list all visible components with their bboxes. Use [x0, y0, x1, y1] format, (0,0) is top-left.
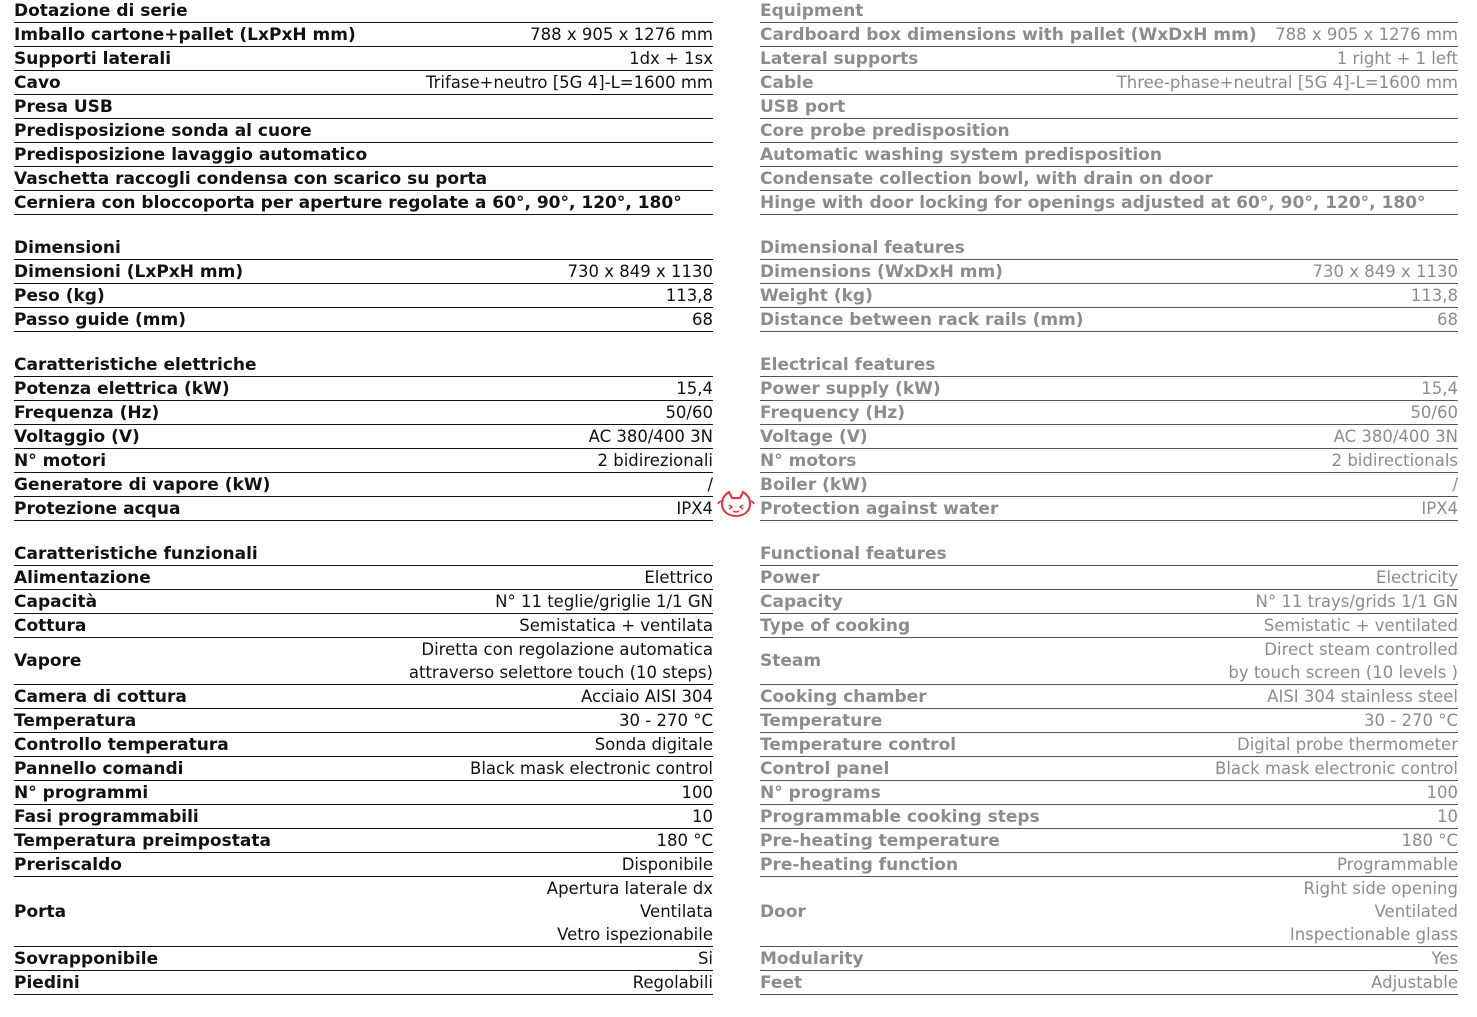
spec-value-line: Vetro ispezionabile [557, 925, 713, 944]
spec-row [14, 685, 713, 709]
spec-label: Vaschetta raccogli condensa con scarico su porta [14, 168, 488, 189]
spec-row [760, 425, 1458, 449]
spec-value [656, 829, 713, 852]
spec-value [1453, 95, 1458, 118]
spec-value [633, 971, 713, 994]
spec-value [1437, 805, 1458, 828]
spec-value [1371, 971, 1458, 994]
spec-label: Voltaggio (V) [14, 426, 140, 447]
spec-value [1453, 143, 1458, 166]
spec-value-line: Diretta con regolazione automatica [421, 640, 713, 659]
spec-label: Lateral supports [760, 48, 919, 69]
spec-label: Protezione acqua [14, 498, 181, 519]
spec-label: Porta [14, 901, 67, 922]
spec-value-line: Trifase+neutro [5G 4]-L=1600 mm [425, 73, 713, 92]
spec-value-line: Electricity [1376, 568, 1458, 587]
spec-row [14, 260, 713, 284]
spec-value-line: / [1452, 475, 1458, 494]
spec-row [760, 143, 1458, 167]
spec-value-line: IPX4 [1421, 499, 1458, 518]
spec-row [760, 971, 1458, 995]
spec-row [14, 119, 713, 143]
spec-value-line: 100 [681, 783, 713, 802]
spec-value [692, 308, 713, 331]
spec-value [595, 733, 713, 756]
spec-value-line: AC 380/400 3N [588, 427, 713, 446]
spec-value [1337, 853, 1458, 876]
spec-label: Frequency (Hz) [760, 402, 906, 423]
spec-row [760, 853, 1458, 877]
spec-value-line: 15,4 [1421, 379, 1458, 398]
spec-value [1337, 47, 1458, 70]
spec-value [708, 119, 713, 142]
spec-value-line: Ventilated [1374, 902, 1458, 921]
spec-row [760, 947, 1458, 971]
spec-label: Cardboard box dimensions with pallet (WxDxH mm) [760, 24, 1257, 45]
english-section-dimensional-features [760, 237, 1458, 332]
spec-row [760, 473, 1458, 497]
spec-value [519, 614, 713, 637]
spec-row [14, 614, 713, 638]
spec-value-line: Black mask electronic control [470, 759, 713, 778]
spec-value [1267, 685, 1458, 708]
spec-label: Pre-heating temperature [760, 830, 1000, 851]
spec-value-line: Semistatic + ventilated [1263, 616, 1458, 635]
spec-label: Cerniera con bloccoporta per aperture regolate a 60°, 90°, 120°, 180° [14, 192, 682, 213]
spec-value [682, 781, 714, 804]
spec-value-line: Black mask electronic control [1215, 759, 1458, 778]
spec-row [760, 709, 1458, 733]
spec-value [1410, 401, 1458, 424]
spec-label: Programmable cooking steps [760, 806, 1040, 827]
spec-row [760, 685, 1458, 709]
spec-row [14, 284, 713, 308]
spec-value-line: AISI 304 stainless steel [1267, 687, 1458, 706]
spec-label: Weight (kg) [760, 285, 873, 306]
spec-value-line: Programmable [1336, 855, 1458, 874]
spec-value [568, 260, 714, 283]
spec-row [760, 260, 1458, 284]
spec-label: Presa USB [14, 96, 113, 117]
spec-row [760, 497, 1458, 521]
spec-value [597, 449, 713, 472]
spec-label: Capacità [14, 591, 98, 612]
spec-row [14, 401, 713, 425]
spec-row [760, 119, 1458, 143]
spec-label: Controllo temperatura [14, 734, 229, 755]
spec-value-line: 113,8 [665, 286, 713, 305]
spec-label: Protection against water [760, 498, 999, 519]
spec-value [547, 877, 713, 946]
spec-value [530, 23, 713, 46]
spec-value [1453, 119, 1458, 142]
english-section-equipment [760, 0, 1458, 215]
spec-label: Sovrapponibile [14, 948, 159, 969]
spec-value [1421, 497, 1458, 520]
english-section-electrical-features [760, 354, 1458, 521]
spec-row [14, 566, 713, 590]
spec-label: Condensate collection bowl, with drain on door [760, 168, 1213, 189]
italian-section-dotazione-di-serie [14, 0, 713, 215]
spec-value-line: 10 [692, 807, 713, 826]
spec-value-line: 730 x 849 x 1130 [1312, 262, 1458, 281]
spec-label: N° programs [760, 782, 881, 803]
spec-label: Type of cooking [760, 615, 911, 636]
spec-row [14, 781, 713, 805]
spec-value-line: 180 °C [656, 831, 713, 850]
spec-label: Pre-heating function [760, 854, 959, 875]
spec-row [760, 191, 1458, 215]
spec-row [14, 191, 713, 215]
spec-value [1364, 709, 1458, 732]
spec-label: Camera di cottura [14, 686, 187, 707]
spec-value-line: Ventilata [640, 902, 713, 921]
spec-value-line: Apertura laterale dx [546, 879, 713, 898]
spec-row [14, 95, 713, 119]
spec-value [1437, 308, 1458, 331]
spec-row [760, 805, 1458, 829]
italian-section-caratteristiche-funzionali [14, 543, 713, 995]
spec-value-line: AC 380/400 3N [1333, 427, 1458, 446]
spec-label: Boiler (kW) [760, 474, 868, 495]
spec-label: Cottura [14, 615, 87, 636]
spec-value-line: 30 - 270 °C [619, 711, 713, 730]
spec-value [1453, 167, 1458, 190]
spec-row [14, 877, 713, 947]
spec-label: Generatore di vapore (kW) [14, 474, 271, 495]
spec-value-line: by touch screen (10 levels ) [1228, 663, 1458, 682]
section-title: Caratteristiche funzionali [14, 543, 713, 566]
spec-value-line: / [707, 475, 713, 494]
spec-value [1117, 71, 1458, 94]
spec-row [14, 47, 713, 71]
spec-row [760, 757, 1458, 781]
english-spec-column [760, 0, 1458, 1017]
spec-value-line: 15,4 [676, 379, 713, 398]
english-section-functional-features [760, 543, 1458, 995]
spec-label: Peso (kg) [14, 285, 105, 306]
spec-label: Pannello comandi [14, 758, 184, 779]
spec-label: Temperatura preimpostata [14, 830, 271, 851]
spec-row [760, 733, 1458, 757]
spec-value [1421, 377, 1458, 400]
spec-label: Cooking chamber [760, 686, 927, 707]
section-title: Equipment [760, 0, 1458, 23]
spec-row [760, 638, 1458, 685]
spec-row [760, 95, 1458, 119]
section-title: Dimensional features [760, 237, 1458, 260]
spec-row [14, 71, 713, 95]
spec-row [760, 566, 1458, 590]
spec-value-line: 2 bidirectionals [1331, 451, 1458, 470]
spec-value [1334, 425, 1458, 448]
section-title: Caratteristiche elettriche [14, 354, 713, 377]
spec-value-line: Si [697, 949, 713, 968]
spec-label: Feet [760, 972, 803, 993]
section-title: Functional features [760, 543, 1458, 566]
spec-value [1332, 449, 1458, 472]
section-title: Electrical features [760, 354, 1458, 377]
spec-label: Temperature [760, 710, 883, 731]
spec-row [760, 781, 1458, 805]
spec-value-line: Elettrico [644, 568, 713, 587]
spec-label: Automatic washing system predisposition [760, 144, 1162, 165]
spec-value-line: Acciaio AISI 304 [581, 687, 713, 706]
spec-row [14, 709, 713, 733]
spec-value [698, 947, 713, 970]
spec-label: Core probe predisposition [760, 120, 1010, 141]
spec-value [1275, 23, 1458, 46]
spec-row [14, 449, 713, 473]
spec-value [589, 425, 713, 448]
spec-row [14, 308, 713, 332]
spec-row [760, 449, 1458, 473]
spec-value [409, 638, 713, 684]
spec-row [14, 167, 713, 191]
spec-row [760, 877, 1458, 947]
spec-label: Dimensions (WxDxH mm) [760, 261, 1003, 282]
spec-row [760, 614, 1458, 638]
spec-value-line: IPX4 [676, 499, 713, 518]
spec-value [1401, 829, 1458, 852]
spec-value [1431, 947, 1458, 970]
spec-value-line: N° 11 trays/grids 1/1 GN [1255, 592, 1458, 611]
spec-label: Frequenza (Hz) [14, 402, 160, 423]
spec-row [14, 638, 713, 685]
spec-row [14, 473, 713, 497]
spec-row [14, 23, 713, 47]
section-title: Dotazione di serie [14, 0, 713, 23]
spec-label: Control panel [760, 758, 890, 779]
spec-value [1237, 733, 1458, 756]
spec-value-line: 180 °C [1401, 831, 1458, 850]
spec-label: Temperatura [14, 710, 137, 731]
spec-value [581, 685, 713, 708]
spec-value [665, 401, 713, 424]
spec-value-line: 50/60 [665, 403, 713, 422]
spec-value-line: 1dx + 1sx [629, 49, 713, 68]
spec-row [14, 805, 713, 829]
spec-value [676, 377, 713, 400]
spec-row [14, 971, 713, 995]
spec-value [1453, 191, 1458, 214]
spec-row [14, 590, 713, 614]
spec-label: N° programmi [14, 782, 149, 803]
spec-value [495, 590, 713, 613]
spec-label: Supporti laterali [14, 48, 172, 69]
spec-label: Steam [760, 651, 822, 671]
spec-value-line: 68 [692, 310, 713, 329]
spec-label: Temperature control [760, 734, 957, 755]
spec-value-line: Inspectionable glass [1289, 925, 1458, 944]
spec-value [666, 284, 713, 307]
spec-value [1313, 260, 1459, 283]
spec-value [708, 167, 713, 190]
spec-value [676, 497, 713, 520]
spec-value [1264, 614, 1458, 637]
spec-label: Door [760, 901, 806, 922]
spec-value-line: Semistatica + ventilata [519, 616, 713, 635]
spec-value-line: 1 right + 1 left [1336, 49, 1458, 68]
spec-label: Imballo cartone+pallet (LxPxH mm) [14, 24, 356, 45]
spec-label: Power supply (kW) [760, 378, 941, 399]
spec-value-line: 2 bidirezionali [597, 451, 713, 470]
spec-value [1228, 638, 1458, 684]
spec-value [644, 566, 713, 589]
spec-value-line: Digital probe thermometer [1237, 735, 1458, 754]
spec-row [14, 425, 713, 449]
spec-label: N° motori [14, 450, 107, 471]
spec-label: Capacity [760, 591, 843, 612]
spec-value [629, 47, 713, 70]
spec-label: Passo guide (mm) [14, 309, 186, 330]
spec-value [1376, 566, 1458, 589]
spec-value [692, 805, 713, 828]
spec-value [622, 853, 713, 876]
spec-value-line: Adjustable [1371, 973, 1458, 992]
spec-row [14, 947, 713, 971]
spec-value-line: 730 x 849 x 1130 [567, 262, 713, 281]
spec-value [1411, 284, 1458, 307]
spec-value-line: attraverso selettore touch (10 steps) [408, 663, 713, 682]
section-title: Dimensioni [14, 237, 713, 260]
spec-label: Predisposizione lavaggio automatico [14, 144, 368, 165]
spec-value-line: 30 - 270 °C [1364, 711, 1458, 730]
spec-value [1215, 757, 1458, 780]
spec-value-line: Regolabili [632, 973, 713, 992]
spec-value [708, 191, 713, 214]
spec-row [760, 308, 1458, 332]
spec-value [1290, 877, 1458, 946]
spec-label: Cable [760, 72, 814, 93]
italian-section-caratteristiche-elettriche [14, 354, 713, 521]
spec-label: Piedini [14, 972, 80, 993]
spec-value-line: 50/60 [1410, 403, 1458, 422]
spec-row [14, 733, 713, 757]
spec-value-line: 788 x 905 x 1276 mm [530, 25, 713, 44]
spec-row [760, 284, 1458, 308]
spec-value [708, 95, 713, 118]
spec-row [14, 377, 713, 401]
spec-row [14, 143, 713, 167]
spec-value-line: 113,8 [1410, 286, 1458, 305]
spec-value-line: 100 [1426, 783, 1458, 802]
spec-row [760, 71, 1458, 95]
spec-value-line: Yes [1431, 949, 1458, 968]
spec-label: Voltage (V) [760, 426, 868, 447]
spec-row [14, 497, 713, 521]
spec-label: USB port [760, 96, 846, 117]
spec-value [1427, 781, 1459, 804]
spec-row [760, 47, 1458, 71]
spec-value-line: Direct steam controlled [1264, 640, 1458, 659]
spec-label: Distance between rack rails (mm) [760, 309, 1084, 330]
spec-value-line: Disponibile [621, 855, 713, 874]
spec-label: Modularity [760, 948, 864, 969]
spec-row [760, 377, 1458, 401]
spec-row [14, 829, 713, 853]
spec-value-line: 788 x 905 x 1276 mm [1275, 25, 1458, 44]
italian-section-dimensioni [14, 237, 713, 332]
spec-label: Vapore [14, 651, 82, 671]
spec-value-line: Sonda digitale [594, 735, 713, 754]
spec-value [1452, 473, 1458, 496]
spec-value [1256, 590, 1458, 613]
spec-row [14, 853, 713, 877]
spec-row [760, 23, 1458, 47]
spec-value [619, 709, 713, 732]
spec-value-line: Three-phase+neutral [5G 4]-L=1600 mm [1116, 73, 1458, 92]
italian-spec-column [14, 0, 713, 1017]
spec-row [760, 401, 1458, 425]
spec-row [760, 167, 1458, 191]
spec-value-line: Right side opening [1303, 879, 1458, 898]
spec-label: Cavo [14, 72, 61, 93]
spec-value [470, 757, 713, 780]
spec-label: Dimensioni (LxPxH mm) [14, 261, 244, 282]
spec-label: Power [760, 567, 820, 588]
spec-label: Alimentazione [14, 567, 151, 588]
spec-value-line: N° 11 teglie/griglie 1/1 GN [495, 592, 713, 611]
spec-label: Fasi programmabili [14, 806, 199, 827]
spec-value-line: 68 [1437, 310, 1458, 329]
spec-value-line: 10 [1437, 807, 1458, 826]
spec-value [708, 143, 713, 166]
spec-value [426, 71, 713, 94]
cat-logo-icon [716, 490, 756, 518]
spec-label: Hinge with door locking for openings adjusted at 60°, 90°, 120°, 180° [760, 192, 1426, 213]
spec-label: Predisposizione sonda al cuore [14, 120, 312, 141]
spec-label: Preriscaldo [14, 854, 122, 875]
spec-row [760, 829, 1458, 853]
spec-label: N° motors [760, 450, 857, 471]
spec-value [707, 473, 713, 496]
spec-row [760, 590, 1458, 614]
spec-row [14, 757, 713, 781]
spec-label: Potenza elettrica (kW) [14, 378, 230, 399]
